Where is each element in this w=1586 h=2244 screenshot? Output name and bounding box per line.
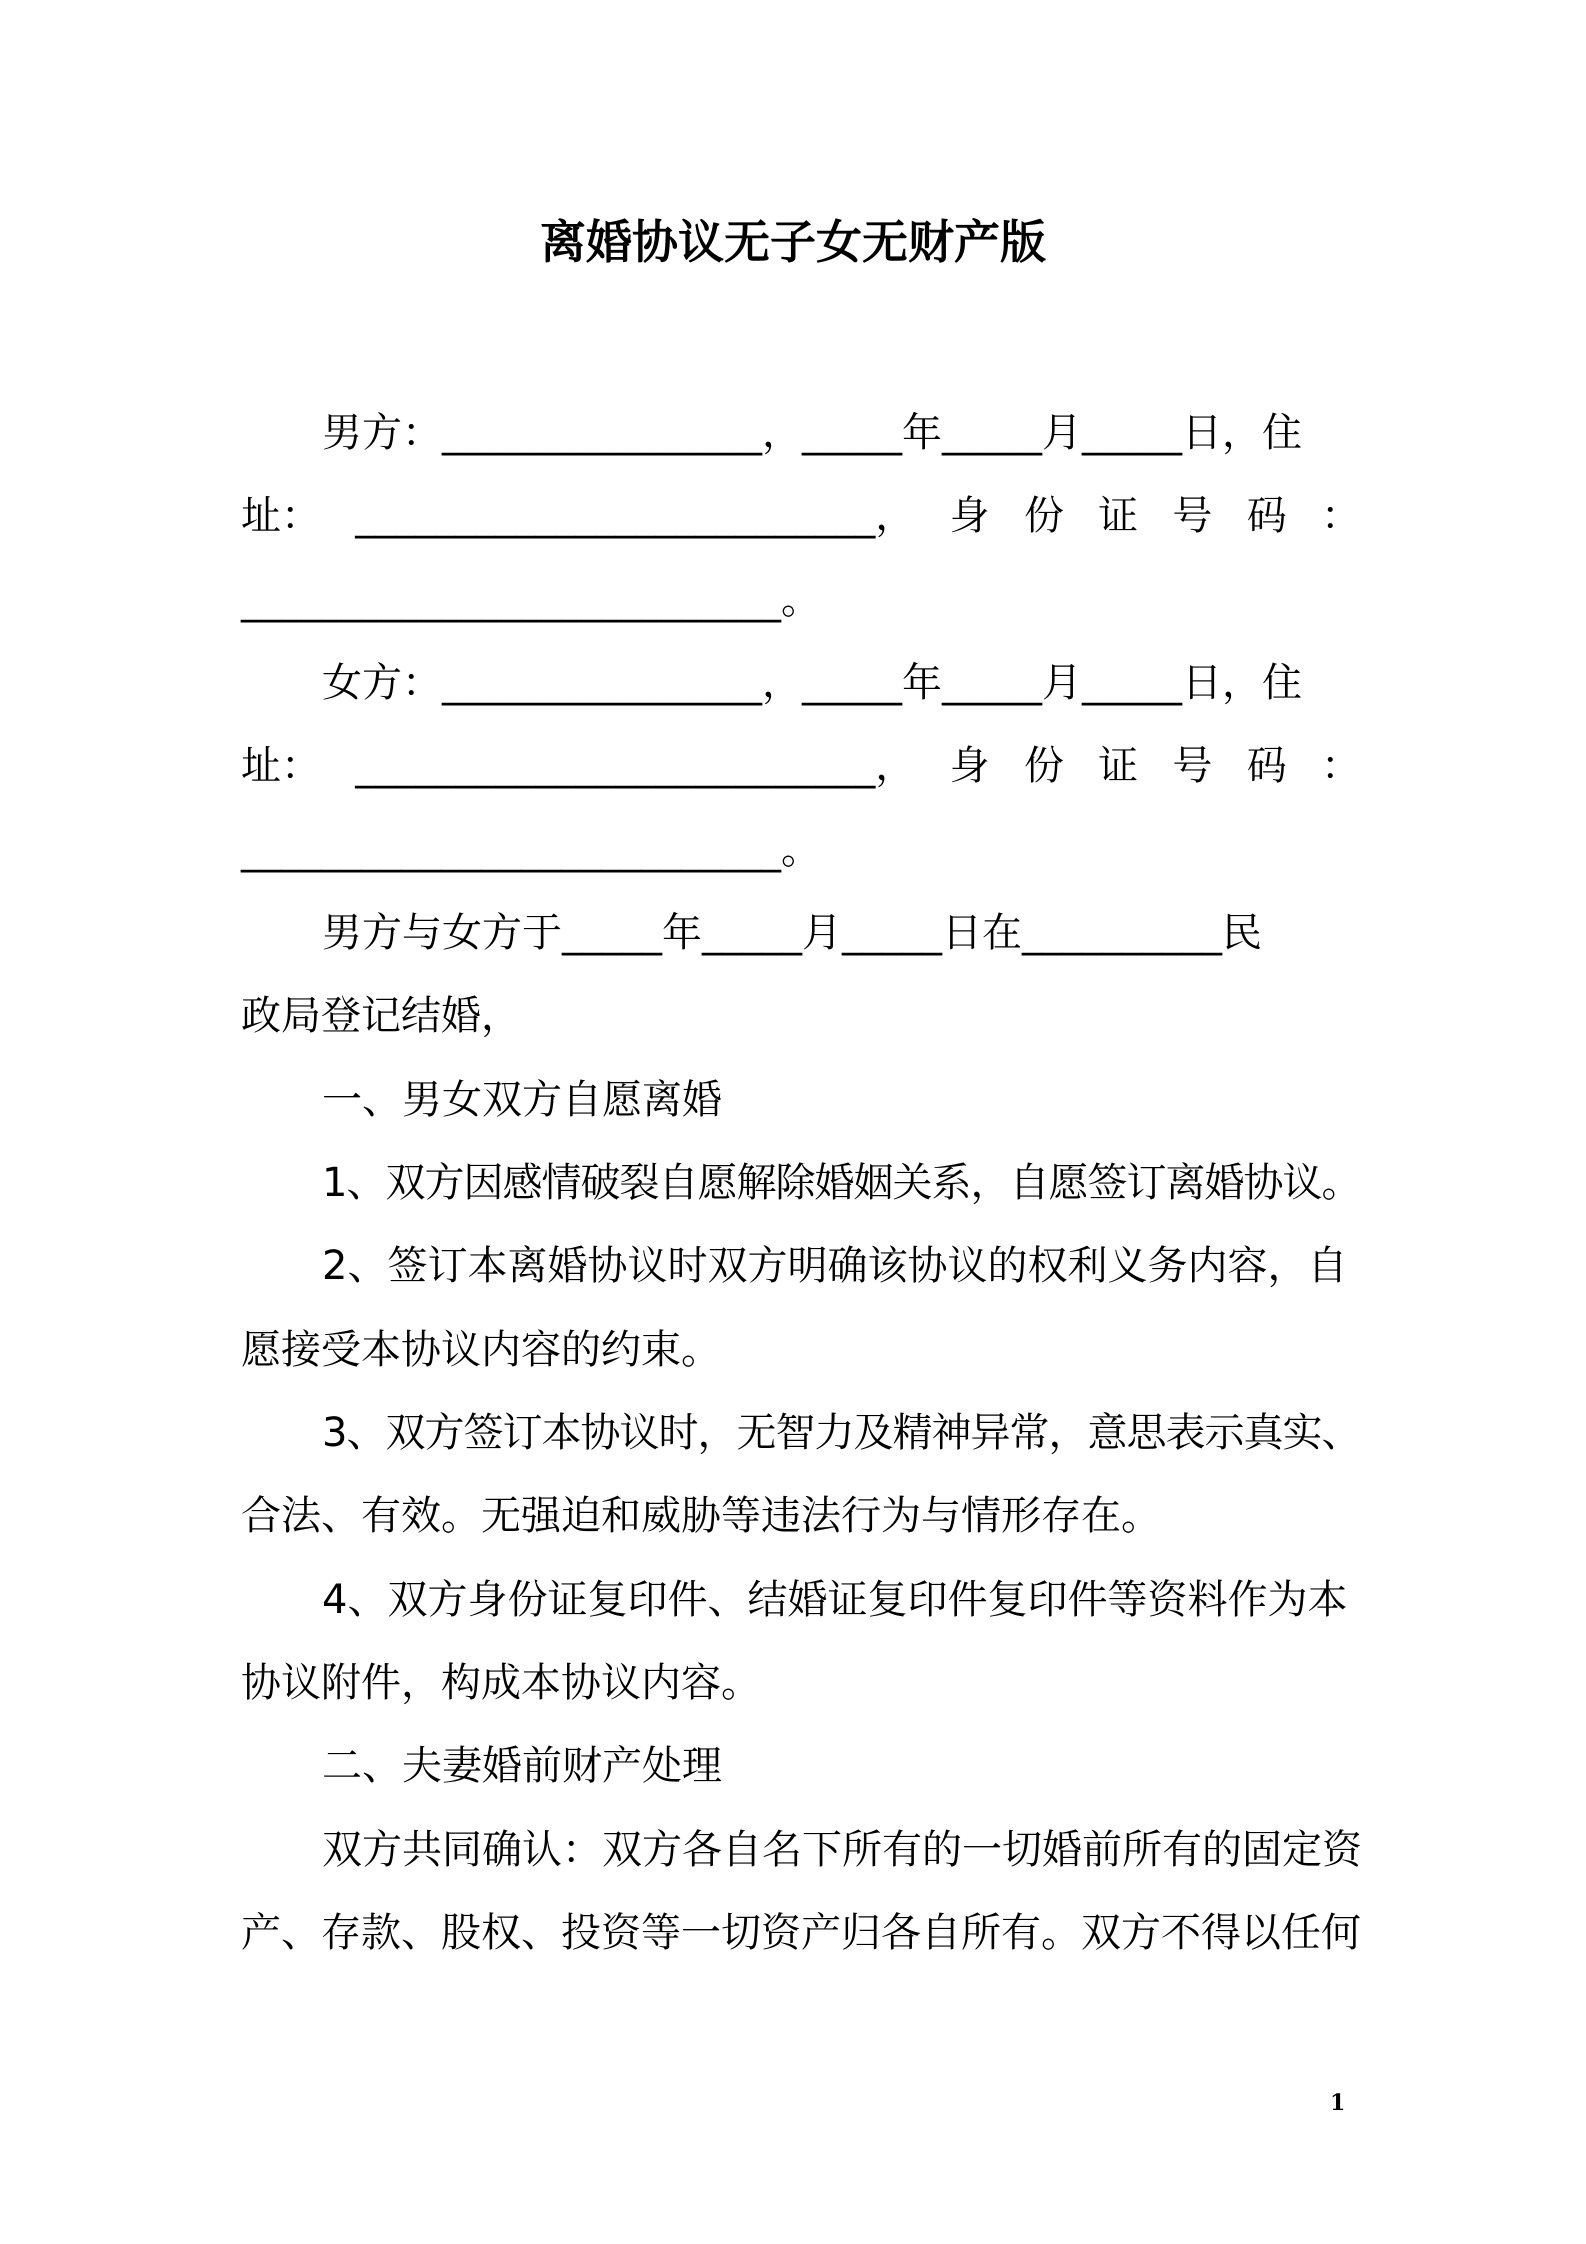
paragraph-line: 女方：________________，_____年_____月_____日，住 (322, 660, 1302, 706)
text-segment: 码 (1246, 493, 1287, 539)
text-segment: 份 (1023, 493, 1064, 539)
paragraph-line: 男方：________________，_____年_____月_____日，住 (322, 410, 1302, 456)
paragraph-line: ___________________________。 (241, 577, 821, 623)
paragraph-line: 合法、有效。无强迫和威胁等违法行为与情形存在。 (241, 1493, 1161, 1539)
text-segment: 身 (949, 743, 990, 789)
text-segment: 址： (241, 493, 321, 539)
document-title: 离婚协议无子女无财产版 (540, 215, 1046, 269)
paragraph-line: 1、双方因感情破裂自愿解除婚姻关系，自愿签订离婚协议。 (322, 1160, 1361, 1206)
paragraph-line: 4、双方身份证复印件、结婚证复印件复印件等资料作为本 (322, 1577, 1348, 1623)
text-segment: 证 (1098, 743, 1139, 789)
text-segment: __________________________， (355, 493, 916, 539)
text-segment: ： (1320, 493, 1361, 539)
text-segment: 号 (1172, 493, 1213, 539)
text-segment: __________________________， (355, 743, 916, 789)
text-segment: 码 (1246, 743, 1287, 789)
paragraph-line-justified (241, 488, 1361, 544)
text-segment: 址： (241, 743, 321, 789)
paragraph-line-justified (241, 738, 1361, 794)
paragraph-line: 愿接受本协议内容的约束。 (241, 1327, 721, 1373)
text-segment: 号 (1172, 743, 1213, 789)
text-segment: ： (1320, 743, 1361, 789)
text-segment: 身 (949, 493, 990, 539)
paragraph-line: 政局登记结婚， (241, 993, 521, 1039)
paragraph-line: 双方共同确认：双方各自名下所有的一切婚前所有的固定资 (322, 1827, 1362, 1873)
paragraph-line: 3、双方签订本协议时，无智力及精神异常，意思表示真实、 (322, 1410, 1361, 1456)
page-number: 1 (1330, 2090, 1346, 2116)
paragraph-line: 产、存款、股权、投资等一切资产归各自所有。双方不得以任何 (241, 1910, 1361, 1956)
text-segment: 证 (1098, 493, 1139, 539)
text-segment: 份 (1023, 743, 1064, 789)
paragraph-line: 协议附件，构成本协议内容。 (241, 1660, 761, 1706)
paragraph-line: 2、签订本离婚协议时双方明确该协议的权利义务内容，自 (322, 1243, 1348, 1289)
section-heading: 二、夫妻婚前财产处理 (322, 1743, 722, 1789)
paragraph-line: ___________________________。 (241, 827, 821, 873)
section-heading: 一、男女双方自愿离婚 (322, 1077, 722, 1123)
paragraph-line: 男方与女方于_____年_____月_____日在__________民 (322, 910, 1262, 956)
